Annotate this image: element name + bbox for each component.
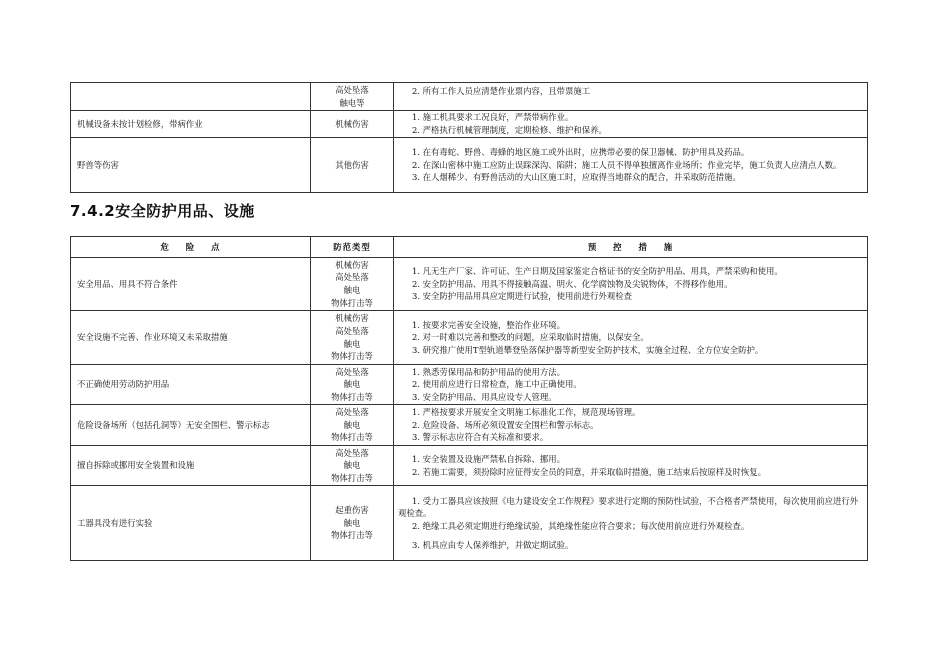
table-row [71,111,868,138]
protective-equipment-table [70,236,868,561]
hazard-cell: 工器具没有进行实验 [71,486,311,561]
type-cell: 机械伤害 高处坠落 触电 物体打击等 [311,311,394,365]
hazard-table-continued [70,82,868,193]
measure-cell: 1. 按要求完善安全设施，整治作业环境。 2. 对一时难以完善和整改的问题，应采取临时措施，以保安全。 3. 研究推广使用T型轨道攀登坠落保护器等新型安全防护技术，实施全过程、全方位安全防护。 [394,311,868,365]
type-cell: 高处坠落 触电 物体打击等 [311,405,394,446]
table-header-row [71,237,868,258]
type-cell: 起重伤害 触电 物体打击等 [311,486,394,561]
type-cell: 高处坠落 触电 物体打击等 [311,446,394,486]
type-cell: 高处坠落 触电等 [311,83,394,111]
hazard-cell: 安全用品、用具不符合条件 [71,258,311,311]
hazard-cell: 擅自拆除或挪用安全装置和设施 [71,446,311,486]
type-cell: 机械伤害 [311,111,394,138]
hazard-cell: 危险设备场所（包括孔洞等）无安全围栏、警示标志 [71,405,311,446]
header-types: 防范类型 [311,237,394,258]
table-row [71,83,868,111]
table-row [71,138,868,193]
header-measures: 预 控 措 施 [394,237,868,258]
type-cell: 高处坠落 触电 物体打击等 [311,365,394,405]
table-row [71,446,868,486]
hazard-cell: 野兽等伤害 [71,138,311,193]
table-row [71,258,868,311]
measure-cell: 2. 所有工作人员应清楚作业票内容，且带票施工 [394,83,868,111]
type-cell: 机械伤害 高处坠落 触电 物体打击等 [311,258,394,311]
measure-cell: 1. 熟悉劳保用品和防护用品的使用方法。 2. 使用前应进行日常检查，施工中正确使用。 3. 安全防护用品、用具应设专人管理。 [394,365,868,405]
measure-cell: 1. 施工机具要求工况良好，严禁带病作业。 2. 严格执行机械管理制度，定期检修、维护和保养。 [394,111,868,138]
measure-cell: 1. 在有毒蛇、野兽、毒蜂的地区施工或外出时，应携带必要的保卫器械、防护用具及药品。 2. 在深山密林中施工应防止误踩深沟、陷阱；施工人员不得单独擅离作业场所；作业完毕，施工负责人应清点人数。 3. 在人烟稀少、有野兽活动的大山区施工时，应取得当地群众的配合，并采取防范措施。 [394,138,868,193]
hazard-cell: 机械设备未按计划检修，带病作业 [71,111,311,138]
hazard-cell: 安全设施不完善、作业环境又未采取措施 [71,311,311,365]
measure-cell: 1. 安全装置及设施严禁私自拆除、挪用。 2. 若施工需要，须扮除时应征得安全员的同意，并采取临时措施，施工结束后按原样及时恢复。 [394,446,868,486]
measure-cell: 1. 严格按要求开展安全文明施工标准化工作，规范现场管理。 2. 危险设备、场所必须设置安全围栏和警示标志。 3. 警示标志应符合有关标准和要求。 [394,405,868,446]
header-hazard: 危 险 点 [71,237,311,258]
measure-cell: 1. 受力工器具应该按照《电力建设安全工作规程》要求进行定期的预防性试验，不合格者严禁使用，每次使用前应进行外观检查。 2. 绝缘工具必须定期进行绝缘试验，其绝缘性能应符合要求；每次使用前应进行外观检查。 3. 机具应由专人保养维护，并做定期试验。 [394,486,868,561]
type-cell: 其他伤害 [311,138,394,193]
table-row [71,405,868,446]
table-row [71,486,868,561]
hazard-cell: 不正确使用劳动防护用品 [71,365,311,405]
table-row [71,311,868,365]
table-row [71,365,868,405]
measure-cell: 1. 凡无生产厂家、许可证、生产日期及国家鉴定合格证书的安全防护用品、用具，严禁采购和使用。 2. 安全防护用品、用具不得接触高温、明火、化学腐蚀物及尖锐物体，不得移作他用。 3. 安全防护用品用具应定期进行试验，使用前进行外观检查 [394,258,868,311]
section-title: 7.4.2安全防护用品、设施 [70,202,255,220]
hazard-cell [71,83,311,111]
